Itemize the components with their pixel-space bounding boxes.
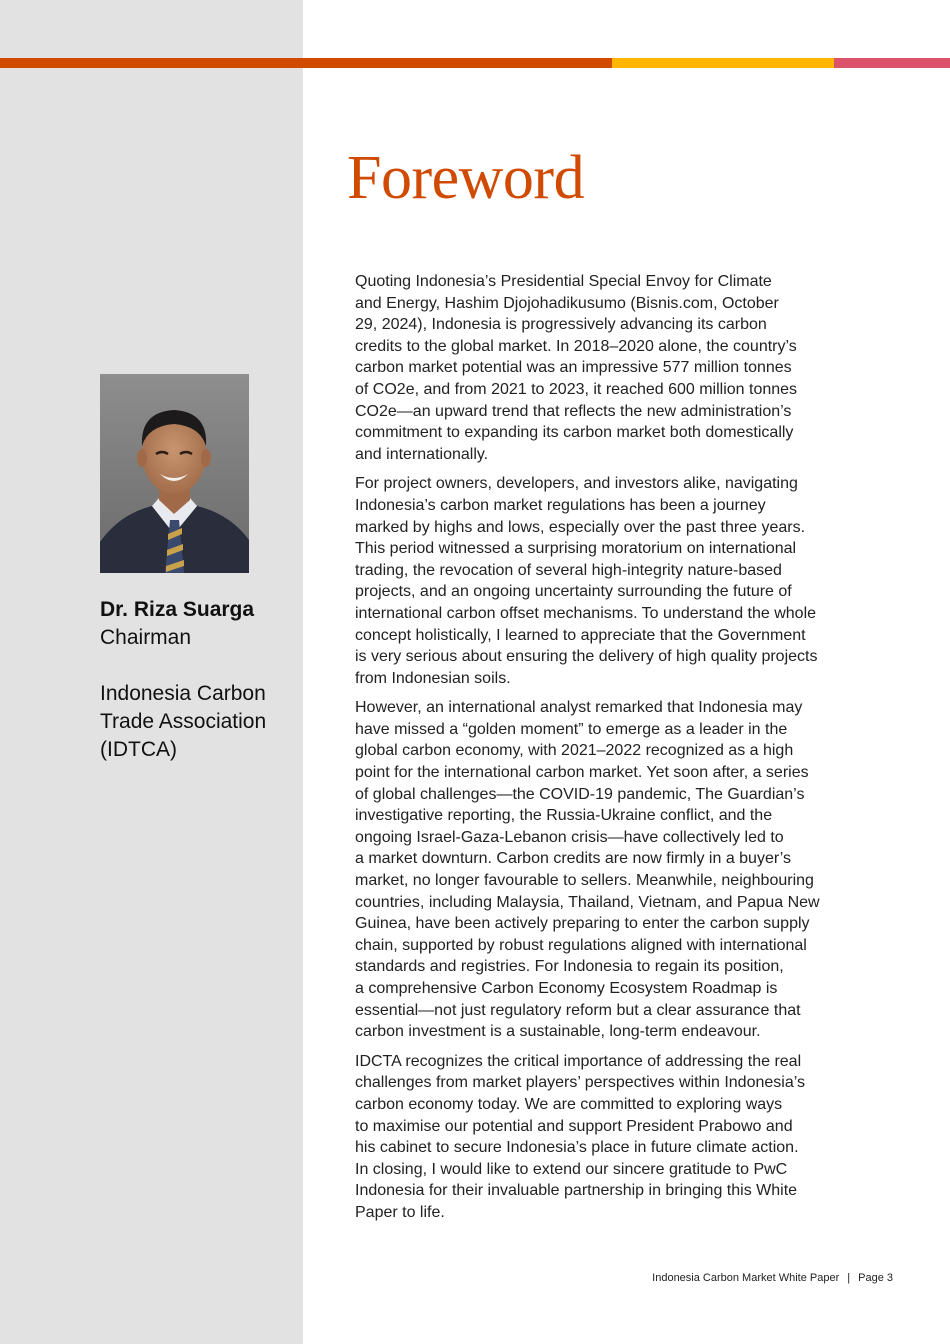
person-name: Dr. Riza Suarga bbox=[100, 598, 255, 621]
person-role: Chairman bbox=[100, 626, 192, 649]
footer-separator: | bbox=[847, 1272, 851, 1284]
body-paragraph: IDCTA recognizes the critical importance of addressing the real challenges from market players’ perspectives within Indonesia’s carbon economy today. We are committed to exploring ways to maximise our potential and support President Prabowo and his cabinet to secure Indonesia’s place in future climate action. In closing, I would like to extend our sincere gratitude to PwC Indonesia for their invaluable partnership in bringing this White Paper to life. bbox=[355, 1052, 805, 1221]
page-footer bbox=[652, 1271, 893, 1285]
body-paragraph: For project owners, developers, and investors alike, navigating Indonesia’s carbon market regulations has been a journey marked by highs and lows, especially over the past three years. This period witnessed a surprising moratorium on international trading, the revocation of several high-integrity nature-based projects, and an ongoing uncertainty surrounding the future of international carbon offset mechanisms. To understand the whole concept holistically, I learned to appreciate that the Government is very serious about ensuring the delivery of high quality projects from Indonesian soils. bbox=[355, 475, 818, 687]
portrait-icon bbox=[100, 374, 249, 573]
accent-color-bar bbox=[0, 58, 950, 68]
accent-bar-yellow bbox=[612, 58, 834, 68]
footer-page-number: Page 3 bbox=[858, 1272, 893, 1284]
person-organization: Indonesia Carbon Trade Association (IDTCA) bbox=[100, 682, 267, 761]
foreword-body bbox=[355, 271, 875, 1232]
person-caption bbox=[100, 596, 295, 764]
footer-doc-title: Indonesia Carbon Market White Paper bbox=[652, 1272, 840, 1284]
body-paragraph: Quoting Indonesia’s Presidential Special Envoy for Climate and Energy, Hashim Djojohadikusumo (Bisnis.com, October 29, 2024), Indonesia is progressively advancing its carbon credits to the global market. In 2018–2020 alone, the country’s carbon market potential was an impressive 577 million tonnes of CO2e, and from 2021 to 2023, it reached 600 million tonnes CO2e—an upward trend that reflects the new administration’s commitment to expanding its carbon market both domestically and internationally. bbox=[355, 273, 798, 463]
page-title: Foreword bbox=[347, 144, 585, 212]
body-paragraph: However, an international analyst remarked that Indonesia may have missed a “golden moment” to emerge as a leader in the global carbon economy, with 2021–2022 recognized as a high point for the international carbon market. Yet soon after, a series of global challenges—the COVID-19 pandemic, The Guardian’s investigative reporting, the Russia-Ukraine conflict, and the ongoing Israel-Gaza-Lebanon crisis—have collectively led to a market downturn. Carbon credits are now firmly in a buyer’s market, no longer favourable to sellers. Meanwhile, neighbouring countries, including Malaysia, Thailand, Vietnam, and Papua New Guinea, have been actively preparing to enter the carbon supply chain, supported by robust regulations aligned with international standards and registries. For Indonesia to regain its position, a comprehensive Carbon Economy Ecosystem Roadmap is essential—not just regulatory reform but a clear assurance that carbon investment is a sustainable, long-term endeavour. bbox=[355, 699, 820, 1041]
accent-bar-orange bbox=[0, 58, 612, 68]
accent-bar-pink bbox=[834, 58, 950, 68]
portrait-photo bbox=[100, 374, 249, 573]
